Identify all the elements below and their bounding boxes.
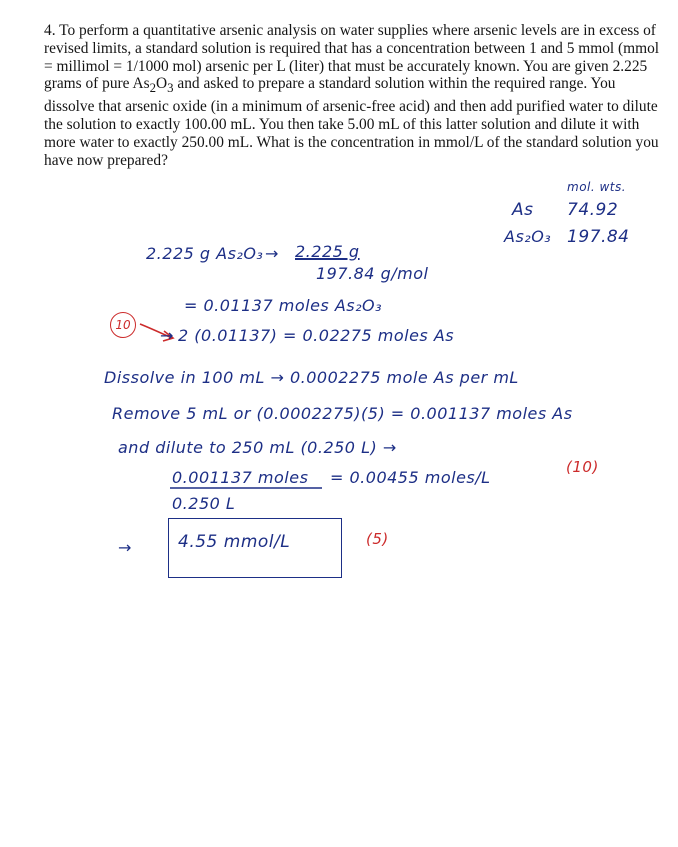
as-label: As	[512, 200, 534, 220]
step4-dissolve: Dissolve in 100 mL → 0.0002275 mole As per mL	[104, 368, 519, 387]
step5-remove: Remove 5 mL or (0.0002275)(5) = 0.001137 moles As	[112, 404, 573, 423]
step3-arrow: →	[160, 326, 174, 345]
step7-numerator: 0.001137 moles	[172, 468, 309, 487]
formula-subscript-3: 3	[167, 81, 174, 96]
score-a: 10	[115, 318, 131, 332]
step1-arrow: →	[265, 244, 279, 263]
as-mol-wt: 74.92	[567, 200, 619, 220]
step7-result: = 0.00455 moles/L	[330, 468, 491, 487]
as2o3-label: As₂O₃	[504, 227, 552, 246]
score-c: (5)	[366, 530, 389, 548]
formula-subscript-2: 2	[149, 81, 156, 96]
step1-left: 2.225 g As₂O₃	[146, 244, 264, 263]
step1-denominator: 197.84 g/mol	[316, 264, 429, 283]
step7-denominator: 0.250 L	[172, 494, 236, 513]
step6-dilute: and dilute to 250 mL (0.250 L) →	[118, 438, 397, 457]
formula-oxygen: O	[156, 75, 168, 93]
step1-numerator: 2.225 g	[295, 242, 360, 261]
score-b: (10)	[566, 458, 599, 476]
problem-number: 4.	[44, 22, 56, 39]
problem-body-start: To perform a quantitative arsenic analysis on water supplies where arsenic levels are in excess of revised limits, a standard solution is required that has a concentration between 1 and 5 mmol (mmol = millimol = 1/1000 mol) arsenic per L (liter) that must be accurately known. You are given 2.225 grams of pure As	[44, 22, 660, 93]
answer-arrow: →	[118, 538, 132, 557]
final-answer: 4.55 mmol/L	[178, 532, 291, 552]
step2-moles-as2o3: = 0.01137 moles As₂O₃	[184, 296, 383, 315]
mol-wts-label: mol. wts.	[567, 180, 627, 194]
problem-body-end: and asked to prepare a standard solution within the required range. You dissolve that arsenic oxide (in a minimum of arsenic-free acid) and then add purified water to dilute the solution to exactly 100.00 mL. You then take 5.00 mL of this latter solution and dilute it with more water to exactly 250.00 mL. What is the concentration in mmol/L of the standard solution you have now prepared?	[44, 75, 659, 169]
as2o3-mol-wt: 197.84	[567, 227, 630, 247]
step3-moles-as: 2 (0.01137) = 0.02275 moles As	[178, 326, 455, 345]
